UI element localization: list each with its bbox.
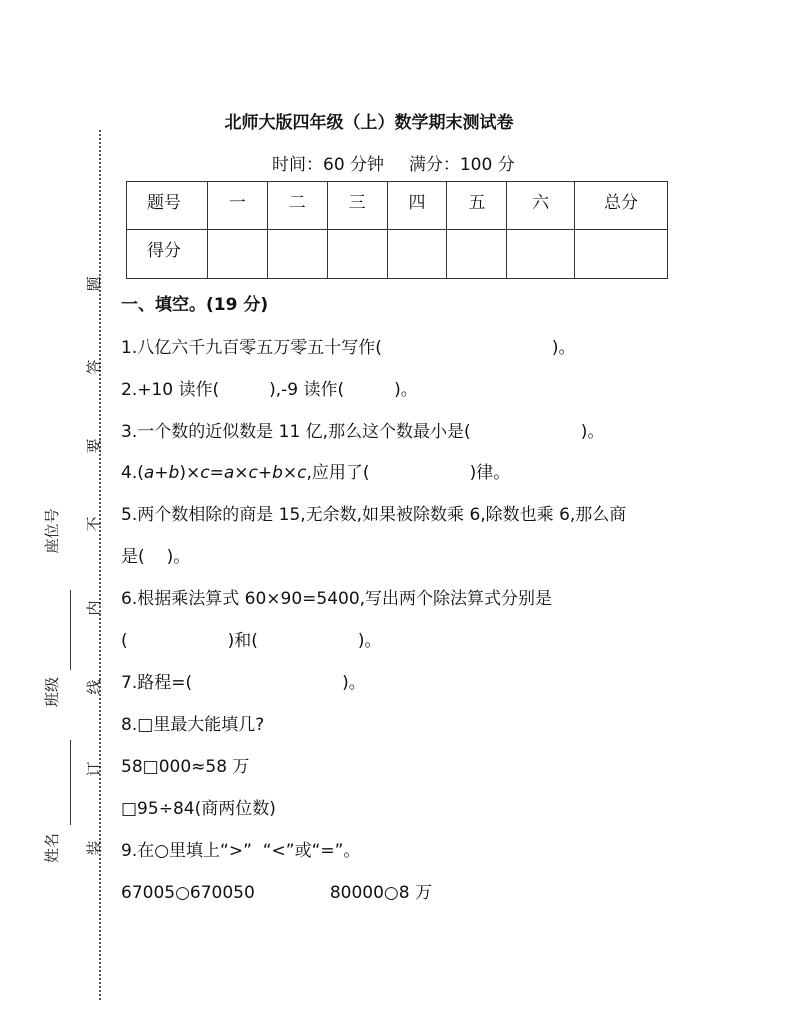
score-table-header-row xyxy=(127,182,668,230)
score-row-label: 得分 xyxy=(127,230,208,279)
binding-dotted-line xyxy=(99,130,101,1000)
header-cell: 六 xyxy=(507,182,575,230)
question-6-line-2: ( )和( )。 xyxy=(121,631,382,651)
header-cell: 总分 xyxy=(575,182,668,230)
score-table xyxy=(126,181,668,279)
score-cell[interactable] xyxy=(267,230,327,279)
seal-char: 题 xyxy=(85,276,103,292)
question-9-line-1: 9.在○里填上“>” “<”或“=”。 xyxy=(121,841,361,861)
question-2: 2.+10 读作( ),-9 读作( )。 xyxy=(121,380,418,400)
seal-char: 内 xyxy=(85,600,103,616)
full-score: 满分：100 分 xyxy=(408,155,515,175)
seal-char: 不 xyxy=(85,516,103,532)
name-blank-line[interactable] xyxy=(70,740,71,825)
question-3: 3.一个数的近似数是 11 亿,那么这个数最小是( )。 xyxy=(121,422,605,442)
seal-char: 订 xyxy=(85,761,103,777)
score-table-score-row xyxy=(127,230,668,279)
seat-number-label: 座位号 xyxy=(43,508,61,554)
section-heading: 一、填空。(19 分) xyxy=(121,295,269,315)
score-cell[interactable] xyxy=(207,230,267,279)
score-cell[interactable] xyxy=(387,230,447,279)
question-4: 4.(a+b)×c=a×c+b×c,应用了( )律。 xyxy=(121,463,511,483)
seal-char: 装 xyxy=(85,840,103,856)
question-5-line-1: 5.两个数相除的商是 15,无余数,如果被除数乘 6,除数也乘 6,那么商 xyxy=(121,505,627,525)
header-cell: 一 xyxy=(207,182,267,230)
seal-char: 线 xyxy=(85,679,103,695)
seal-char: 答 xyxy=(85,359,103,375)
question-8-line-2: 58□000≈58 万 xyxy=(121,757,250,777)
score-cell[interactable] xyxy=(575,230,668,279)
question-5-line-2: 是( )。 xyxy=(121,547,191,567)
time-limit: 时间：60 分钟 xyxy=(272,155,385,175)
exam-subtitle xyxy=(272,150,515,175)
class-label: 班级 xyxy=(43,677,61,708)
header-cell: 题号 xyxy=(127,182,208,230)
question-7: 7.路程=( )。 xyxy=(121,673,366,693)
exam-title: 北师大版四年级（上）数学期末测试卷 xyxy=(224,113,514,133)
question-6-line-1: 6.根据乘法算式 60×90=5400,写出两个除法算式分别是 xyxy=(121,589,553,609)
score-cell[interactable] xyxy=(507,230,575,279)
class-blank-line[interactable] xyxy=(70,590,71,670)
question-8-line-1: 8.□里最大能填几? xyxy=(121,715,265,735)
question-1: 1.八亿六千九百零五万零五十写作( )。 xyxy=(121,338,576,358)
score-cell[interactable] xyxy=(327,230,387,279)
header-cell: 二 xyxy=(267,182,327,230)
score-cell[interactable] xyxy=(447,230,507,279)
name-label: 姓名 xyxy=(43,833,61,864)
seal-char: 要 xyxy=(85,438,103,454)
question-9-line-2: 67005○670050 80000○8 万 xyxy=(121,883,432,903)
header-cell: 三 xyxy=(327,182,387,230)
header-cell: 四 xyxy=(387,182,447,230)
header-cell: 五 xyxy=(447,182,507,230)
question-8-line-3: □95÷84(商两位数) xyxy=(121,799,276,819)
